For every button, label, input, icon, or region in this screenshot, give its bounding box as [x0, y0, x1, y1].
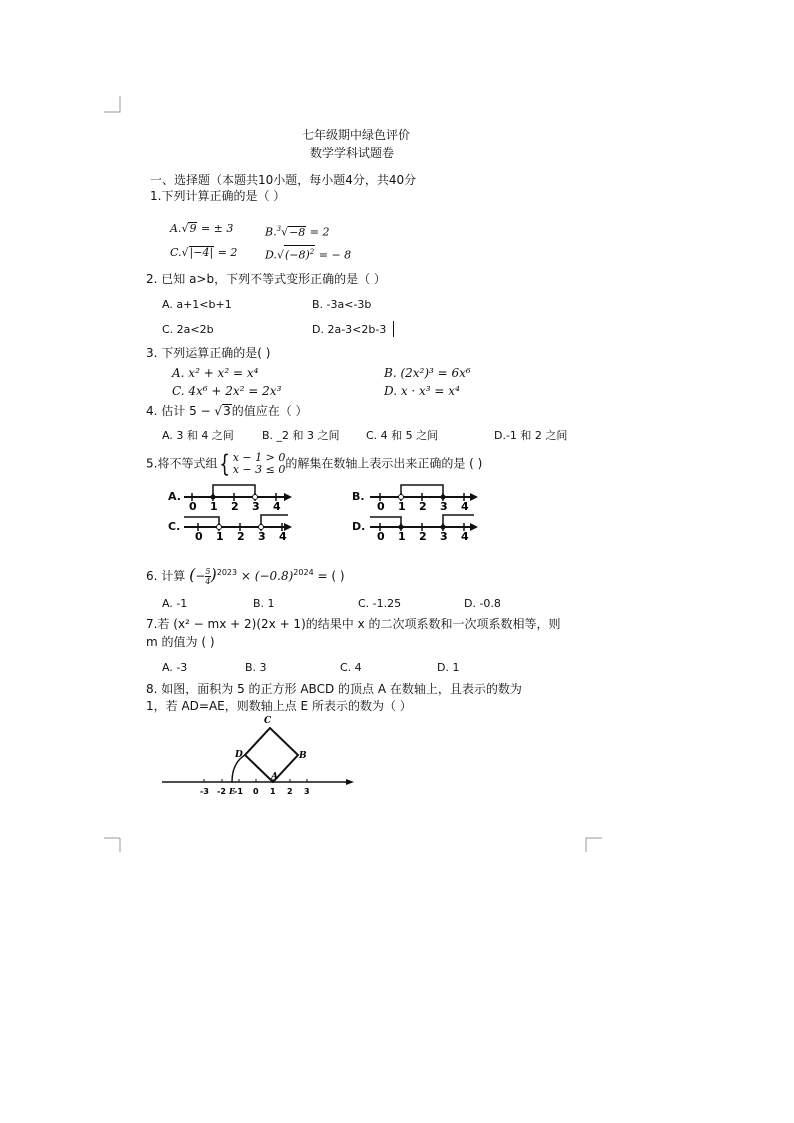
svg-text:4: 4 [461, 500, 469, 513]
svg-text:1: 1 [398, 530, 406, 543]
page-subtitle: 数学学科试题卷 [310, 146, 395, 160]
q1-option-d: $D.√(-8)^2$ = − 8 [265, 245, 351, 264]
q5-numberline-d [370, 512, 490, 542]
q6-option-c: C. -1.25 [358, 597, 402, 610]
svg-text:0: 0 [377, 500, 385, 513]
q8-label-c: C [264, 716, 272, 726]
svg-text:1: 1 [210, 500, 218, 513]
q2-option-c: C. 2a<2b [162, 323, 214, 336]
text-cursor [393, 321, 394, 337]
q7-option-b: B. 3 [245, 661, 267, 674]
q6-stem: 6. 计算 (− $\frac{5}{4}$ )$^{2023} \times (-0.8)^{2024}$ = ( ) [146, 565, 345, 586]
q1-option-a: A.√9 = ± 3 [170, 222, 234, 235]
q5-option-c-label: C. [168, 520, 181, 533]
svg-text:3: 3 [440, 500, 448, 513]
q5-numberline-b [370, 482, 490, 512]
svg-text:3: 3 [252, 500, 260, 513]
q6-option-b: B. 1 [253, 597, 275, 610]
svg-text:2: 2 [231, 500, 239, 513]
svg-text:1: 1 [398, 500, 406, 513]
q8-tick-0: 0 [253, 787, 259, 796]
q5-numberline-c [184, 512, 304, 542]
q2-option-d: D. 2a-3<2b-3 [312, 323, 387, 336]
q8-stem-line2: 1，若 AD=AE，则数轴上点 E 所表示的数为（ ） [146, 699, 412, 713]
q8-stem-line1: 8. 如图，面积为 5 的正方形 ABCD 的顶点 A 在数轴上，且表示的数为 [146, 682, 522, 696]
q8-label-b: B [299, 751, 307, 761]
svg-text:4: 4 [273, 500, 281, 513]
page-title: 七年级期中绿色评价 [302, 128, 411, 142]
q3-option-c: C. 4x⁶ + 2x² = 2x³ [172, 384, 282, 398]
q4-option-c: C. 4 和 5 之间 [366, 429, 439, 442]
q8-tick-1: 1 [270, 787, 276, 796]
svg-text:0: 0 [377, 530, 385, 543]
svg-text:4: 4 [279, 530, 287, 543]
svg-text:2: 2 [419, 500, 427, 513]
q8-label-d: D [235, 750, 243, 760]
q3-option-b: B. (2x²)³ = 6x⁶ [384, 366, 471, 380]
q2-stem: 2. 已知 a>b，下列不等式变形正确的是（ ） [146, 272, 386, 286]
q5-option-b-label: B. [352, 490, 365, 503]
q6-option-a: A. -1 [162, 597, 188, 610]
svg-text:0: 0 [189, 500, 197, 513]
q2-option-a: A. a+1<b+1 [162, 298, 232, 311]
svg-text:2: 2 [237, 530, 245, 543]
q6-option-d: D. -0.8 [464, 597, 501, 610]
q8-label-e: E [229, 786, 236, 796]
q7-stem-line2: m 的值为 ( ) [146, 635, 215, 649]
q4-option-b: B. _2 和 3 之间 [262, 429, 340, 442]
svg-text:0: 0 [195, 530, 203, 543]
q2-option-b: B. -3a<-3b [312, 298, 372, 311]
q4-stem: 4. 估计 5 − √3的值应在（ ） [146, 404, 308, 418]
q1-stem: 1.下列计算正确的是（ ） [150, 189, 286, 203]
q5-numberline-a [184, 482, 304, 512]
q5-option-a-label: A. [168, 490, 181, 503]
q4-option-a: A. 3 和 4 之间 [162, 429, 234, 442]
svg-text:4: 4 [461, 530, 469, 543]
q7-option-c: C. 4 [340, 661, 362, 674]
svg-text:3: 3 [258, 530, 266, 543]
q8-label-a: A [271, 772, 278, 782]
q7-option-a: A. -3 [162, 661, 188, 674]
q1-option-b: B.$^3$√−8 = 2 [265, 225, 330, 239]
q7-option-d: D. 1 [437, 661, 460, 674]
q3-option-a: A. x² + x² = x⁴ [172, 366, 259, 380]
svg-text:3: 3 [440, 530, 448, 543]
q8-tick-3: 3 [304, 787, 310, 796]
q8-tick--1: -1 [234, 787, 243, 796]
q8-figure [160, 713, 360, 798]
svg-text:1: 1 [216, 530, 224, 543]
q1-option-c: C.√|−4| = 2 [170, 246, 238, 259]
q8-tick-2: 2 [287, 787, 293, 796]
svg-text:2: 2 [419, 530, 427, 543]
q4-option-d: D.-1 和 2 之间 [494, 429, 568, 442]
q7-stem-line1: 7.若 (x² − mx + 2)(2x + 1)的结果中 x 的二次项系数和一次项系数相等，则 [146, 617, 561, 631]
section-heading: 一、选择题（本题共10小题，每小题4分，共40分 [150, 173, 417, 187]
q5-option-d-label: D. [352, 520, 366, 533]
q5-stem: 5.将不等式组{ x − 1 > 0 x − 3 ≤ 0的解集在数轴上表示出来正确的是 ( ) [146, 450, 483, 478]
q8-tick--2: -2 [217, 787, 226, 796]
q8-tick--3: -3 [200, 787, 209, 796]
q3-option-d: D. x · x³ = x⁴ [384, 384, 460, 398]
q3-stem: 3. 下列运算正确的是( ) [146, 346, 271, 360]
